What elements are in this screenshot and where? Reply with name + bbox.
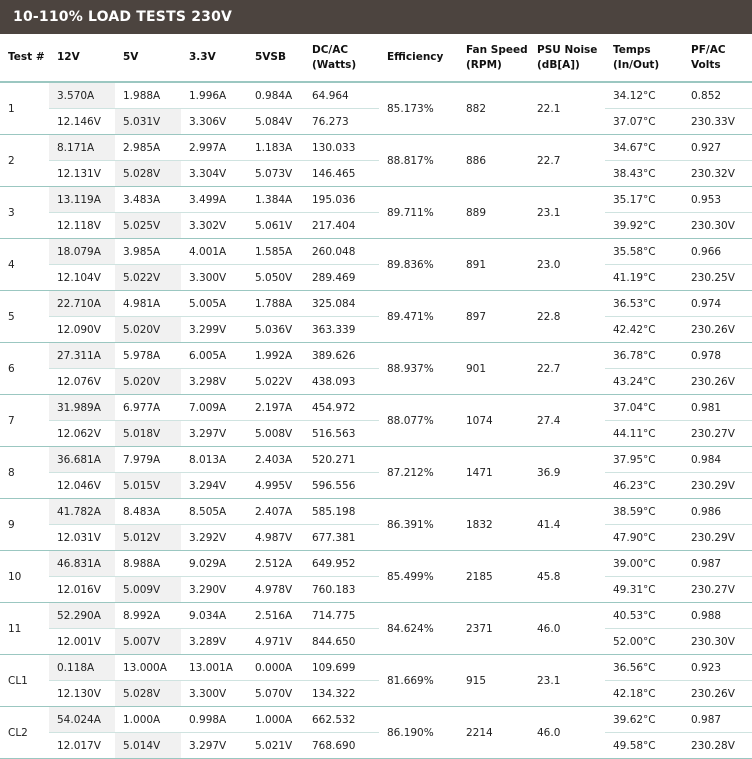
header-3v3: 3.3V xyxy=(181,34,247,82)
voltage-3v3: 3.294V xyxy=(181,473,247,499)
table-row xyxy=(0,421,752,447)
voltage-3v3: 3.297V xyxy=(181,733,247,759)
dc-watts: 454.972 xyxy=(304,395,379,421)
current-3v3: 2.997A xyxy=(181,135,247,161)
voltage-12v: 12.104V xyxy=(49,265,115,291)
temp-out: 37.07°C xyxy=(605,109,683,135)
current-5vsb: 1.183A xyxy=(247,135,304,161)
power-factor: 0.953 xyxy=(683,187,752,213)
temp-in: 34.12°C xyxy=(605,82,683,109)
test-number: 10 xyxy=(0,551,49,603)
current-5vsb: 2.512A xyxy=(247,551,304,577)
voltage-5v: 5.025V xyxy=(115,213,181,239)
ac-volts: 230.27V xyxy=(683,577,752,603)
temp-out: 46.23°C xyxy=(605,473,683,499)
current-5vsb: 1.788A xyxy=(247,291,304,317)
table-row xyxy=(0,447,752,473)
current-3v3: 6.005A xyxy=(181,343,247,369)
voltage-12v: 12.146V xyxy=(49,109,115,135)
current-12v: 3.570A xyxy=(49,82,115,109)
fan-speed-value: 1832 xyxy=(458,499,529,551)
ac-watts: 134.322 xyxy=(304,681,379,707)
current-3v3: 1.996A xyxy=(181,82,247,109)
power-factor: 0.987 xyxy=(683,707,752,733)
ac-watts: 76.273 xyxy=(304,109,379,135)
voltage-5v: 5.028V xyxy=(115,681,181,707)
noise-value: 22.1 xyxy=(529,82,605,135)
voltage-12v: 12.062V xyxy=(49,421,115,447)
dc-watts: 649.952 xyxy=(304,551,379,577)
voltage-5v: 5.018V xyxy=(115,421,181,447)
temp-in: 38.59°C xyxy=(605,499,683,525)
temp-out: 39.92°C xyxy=(605,213,683,239)
efficiency-value: 89.471% xyxy=(379,291,458,343)
dc-watts: 130.033 xyxy=(304,135,379,161)
fan-speed-value: 915 xyxy=(458,655,529,707)
header-row xyxy=(0,34,752,82)
current-3v3: 9.034A xyxy=(181,603,247,629)
fan-speed-value: 2214 xyxy=(458,707,529,759)
table-row xyxy=(0,551,752,577)
power-factor: 0.988 xyxy=(683,603,752,629)
noise-value: 23.1 xyxy=(529,655,605,707)
table-row xyxy=(0,681,752,707)
current-5vsb: 1.384A xyxy=(247,187,304,213)
fan-speed-value: 889 xyxy=(458,187,529,239)
table-row xyxy=(0,291,752,317)
voltage-5vsb: 4.987V xyxy=(247,525,304,551)
current-12v: 18.079A xyxy=(49,239,115,265)
power-factor: 0.978 xyxy=(683,343,752,369)
current-3v3: 7.009A xyxy=(181,395,247,421)
ac-watts: 760.183 xyxy=(304,577,379,603)
dc-watts: 714.775 xyxy=(304,603,379,629)
ac-volts: 230.33V xyxy=(683,109,752,135)
table-row xyxy=(0,525,752,551)
test-number: 11 xyxy=(0,603,49,655)
power-factor: 0.852 xyxy=(683,82,752,109)
voltage-12v: 12.090V xyxy=(49,317,115,343)
noise-value: 22.8 xyxy=(529,291,605,343)
table-row xyxy=(0,317,752,343)
power-factor: 0.986 xyxy=(683,499,752,525)
current-3v3: 3.499A xyxy=(181,187,247,213)
efficiency-value: 81.669% xyxy=(379,655,458,707)
dc-watts: 389.626 xyxy=(304,343,379,369)
table-row xyxy=(0,395,752,421)
current-3v3: 5.005A xyxy=(181,291,247,317)
test-number: 7 xyxy=(0,395,49,447)
current-5vsb: 0.000A xyxy=(247,655,304,681)
efficiency-value: 84.624% xyxy=(379,603,458,655)
current-5v: 4.981A xyxy=(115,291,181,317)
table-row xyxy=(0,655,752,681)
ac-volts: 230.26V xyxy=(683,681,752,707)
noise-value: 46.0 xyxy=(529,603,605,655)
power-factor: 0.927 xyxy=(683,135,752,161)
current-12v: 31.989A xyxy=(49,395,115,421)
ac-watts: 363.339 xyxy=(304,317,379,343)
header-fan xyxy=(458,34,529,82)
noise-value: 41.4 xyxy=(529,499,605,551)
voltage-5vsb: 5.022V xyxy=(247,369,304,395)
table-row xyxy=(0,473,752,499)
load-tests-table xyxy=(0,34,752,759)
current-5v: 8.992A xyxy=(115,603,181,629)
dc-watts: 662.532 xyxy=(304,707,379,733)
table-row xyxy=(0,499,752,525)
current-5v: 13.000A xyxy=(115,655,181,681)
header-5vsb: 5VSB xyxy=(247,34,304,82)
current-12v: 27.311A xyxy=(49,343,115,369)
current-5vsb: 2.407A xyxy=(247,499,304,525)
voltage-12v: 12.017V xyxy=(49,733,115,759)
voltage-5vsb: 5.021V xyxy=(247,733,304,759)
current-12v: 36.681A xyxy=(49,447,115,473)
noise-value: 22.7 xyxy=(529,135,605,187)
temp-out: 52.00°C xyxy=(605,629,683,655)
table-row xyxy=(0,109,752,135)
test-number: CL2 xyxy=(0,707,49,759)
noise-value: 45.8 xyxy=(529,551,605,603)
header-fan-line1: Fan Speed xyxy=(466,43,528,56)
dc-watts: 195.036 xyxy=(304,187,379,213)
header-dcac-line2: (Watts) xyxy=(312,58,357,71)
voltage-5vsb: 5.061V xyxy=(247,213,304,239)
voltage-3v3: 3.289V xyxy=(181,629,247,655)
ac-volts: 230.27V xyxy=(683,421,752,447)
voltage-3v3: 3.299V xyxy=(181,317,247,343)
current-5v: 5.978A xyxy=(115,343,181,369)
voltage-5v: 5.022V xyxy=(115,265,181,291)
current-5v: 2.985A xyxy=(115,135,181,161)
test-number: 8 xyxy=(0,447,49,499)
voltage-5v: 5.007V xyxy=(115,629,181,655)
ac-watts: 438.093 xyxy=(304,369,379,395)
ac-watts: 677.381 xyxy=(304,525,379,551)
voltage-5v: 5.009V xyxy=(115,577,181,603)
fan-speed-value: 2371 xyxy=(458,603,529,655)
voltage-5v: 5.020V xyxy=(115,369,181,395)
ac-volts: 230.30V xyxy=(683,629,752,655)
voltage-12v: 12.001V xyxy=(49,629,115,655)
temp-out: 49.31°C xyxy=(605,577,683,603)
current-5v: 6.977A xyxy=(115,395,181,421)
voltage-5vsb: 5.084V xyxy=(247,109,304,135)
fan-speed-value: 901 xyxy=(458,343,529,395)
efficiency-value: 85.173% xyxy=(379,82,458,135)
header-fan-line2: (RPM) xyxy=(466,58,502,71)
voltage-12v: 12.118V xyxy=(49,213,115,239)
current-3v3: 9.029A xyxy=(181,551,247,577)
ac-volts: 230.28V xyxy=(683,733,752,759)
header-temps-line2: (In/Out) xyxy=(613,58,660,71)
current-5v: 8.483A xyxy=(115,499,181,525)
header-noise-line2: (dB[A]) xyxy=(537,58,580,71)
voltage-5v: 5.028V xyxy=(115,161,181,187)
voltage-3v3: 3.304V xyxy=(181,161,247,187)
temp-in: 34.67°C xyxy=(605,135,683,161)
fan-speed-value: 897 xyxy=(458,291,529,343)
voltage-5v: 5.020V xyxy=(115,317,181,343)
noise-value: 46.0 xyxy=(529,707,605,759)
power-factor: 0.923 xyxy=(683,655,752,681)
temp-in: 36.56°C xyxy=(605,655,683,681)
voltage-3v3: 3.292V xyxy=(181,525,247,551)
current-3v3: 8.013A xyxy=(181,447,247,473)
table-row xyxy=(0,369,752,395)
temp-out: 49.58°C xyxy=(605,733,683,759)
temp-in: 35.58°C xyxy=(605,239,683,265)
header-pf-line2: Volts xyxy=(691,58,721,71)
current-12v: 54.024A xyxy=(49,707,115,733)
current-12v: 52.290A xyxy=(49,603,115,629)
voltage-5vsb: 5.073V xyxy=(247,161,304,187)
ac-volts: 230.32V xyxy=(683,161,752,187)
dc-watts: 109.699 xyxy=(304,655,379,681)
voltage-5vsb: 4.971V xyxy=(247,629,304,655)
voltage-5vsb: 5.070V xyxy=(247,681,304,707)
noise-value: 23.1 xyxy=(529,187,605,239)
ac-volts: 230.30V xyxy=(683,213,752,239)
current-5vsb: 2.197A xyxy=(247,395,304,421)
header-noise-line1: PSU Noise xyxy=(537,43,598,56)
current-5v: 1.988A xyxy=(115,82,181,109)
noise-value: 27.4 xyxy=(529,395,605,447)
header-temps-line1: Temps xyxy=(613,43,651,56)
current-3v3: 4.001A xyxy=(181,239,247,265)
efficiency-value: 89.836% xyxy=(379,239,458,291)
current-5vsb: 1.992A xyxy=(247,343,304,369)
temp-in: 36.78°C xyxy=(605,343,683,369)
current-5vsb: 0.984A xyxy=(247,82,304,109)
ac-volts: 230.29V xyxy=(683,525,752,551)
header-5v: 5V xyxy=(115,34,181,82)
table-row xyxy=(0,161,752,187)
ac-watts: 844.650 xyxy=(304,629,379,655)
efficiency-value: 89.711% xyxy=(379,187,458,239)
ac-watts: 768.690 xyxy=(304,733,379,759)
efficiency-value: 88.077% xyxy=(379,395,458,447)
voltage-3v3: 3.298V xyxy=(181,369,247,395)
voltage-3v3: 3.297V xyxy=(181,421,247,447)
efficiency-value: 87.212% xyxy=(379,447,458,499)
voltage-12v: 12.031V xyxy=(49,525,115,551)
dc-watts: 64.964 xyxy=(304,82,379,109)
voltage-3v3: 3.300V xyxy=(181,681,247,707)
header-dcac xyxy=(304,34,379,82)
table-row xyxy=(0,733,752,759)
table-row xyxy=(0,577,752,603)
current-3v3: 8.505A xyxy=(181,499,247,525)
power-factor: 0.981 xyxy=(683,395,752,421)
fan-speed-value: 891 xyxy=(458,239,529,291)
voltage-5vsb: 4.978V xyxy=(247,577,304,603)
voltage-5v: 5.031V xyxy=(115,109,181,135)
current-12v: 0.118A xyxy=(49,655,115,681)
current-5vsb: 2.403A xyxy=(247,447,304,473)
power-factor: 0.966 xyxy=(683,239,752,265)
test-number: 6 xyxy=(0,343,49,395)
header-test: Test # xyxy=(0,34,49,82)
efficiency-value: 86.391% xyxy=(379,499,458,551)
efficiency-value: 86.190% xyxy=(379,707,458,759)
header-dcac-line1: DC/AC xyxy=(312,43,349,56)
table-row xyxy=(0,239,752,265)
voltage-5v: 5.012V xyxy=(115,525,181,551)
table-row xyxy=(0,343,752,369)
ac-volts: 230.26V xyxy=(683,369,752,395)
voltage-12v: 12.016V xyxy=(49,577,115,603)
temp-in: 39.00°C xyxy=(605,551,683,577)
power-factor: 0.987 xyxy=(683,551,752,577)
current-5vsb: 1.585A xyxy=(247,239,304,265)
temp-out: 42.42°C xyxy=(605,317,683,343)
table-row xyxy=(0,265,752,291)
temp-out: 42.18°C xyxy=(605,681,683,707)
current-12v: 8.171A xyxy=(49,135,115,161)
temp-in: 36.53°C xyxy=(605,291,683,317)
fan-speed-value: 2185 xyxy=(458,551,529,603)
temp-out: 38.43°C xyxy=(605,161,683,187)
fan-speed-value: 1074 xyxy=(458,395,529,447)
current-5vsb: 1.000A xyxy=(247,707,304,733)
current-12v: 46.831A xyxy=(49,551,115,577)
table-title: 10-110% LOAD TESTS 230V xyxy=(0,0,752,34)
noise-value: 36.9 xyxy=(529,447,605,499)
current-5vsb: 2.516A xyxy=(247,603,304,629)
test-number: 3 xyxy=(0,187,49,239)
voltage-5vsb: 5.050V xyxy=(247,265,304,291)
temp-in: 35.17°C xyxy=(605,187,683,213)
header-noise xyxy=(529,34,605,82)
temp-out: 47.90°C xyxy=(605,525,683,551)
table-row xyxy=(0,603,752,629)
table-row xyxy=(0,187,752,213)
dc-watts: 260.048 xyxy=(304,239,379,265)
voltage-5v: 5.014V xyxy=(115,733,181,759)
ac-watts: 217.404 xyxy=(304,213,379,239)
test-number: 4 xyxy=(0,239,49,291)
efficiency-value: 88.937% xyxy=(379,343,458,395)
temp-out: 43.24°C xyxy=(605,369,683,395)
temp-in: 40.53°C xyxy=(605,603,683,629)
test-number: 1 xyxy=(0,82,49,135)
table-row xyxy=(0,82,752,109)
header-temps xyxy=(605,34,683,82)
efficiency-value: 85.499% xyxy=(379,551,458,603)
temp-in: 37.95°C xyxy=(605,447,683,473)
temp-in: 39.62°C xyxy=(605,707,683,733)
efficiency-value: 88.817% xyxy=(379,135,458,187)
test-number: CL1 xyxy=(0,655,49,707)
noise-value: 23.0 xyxy=(529,239,605,291)
voltage-12v: 12.076V xyxy=(49,369,115,395)
current-12v: 41.782A xyxy=(49,499,115,525)
fan-speed-value: 882 xyxy=(458,82,529,135)
voltage-5vsb: 5.036V xyxy=(247,317,304,343)
voltage-12v: 12.130V xyxy=(49,681,115,707)
table-row xyxy=(0,707,752,733)
voltage-3v3: 3.290V xyxy=(181,577,247,603)
voltage-5vsb: 4.995V xyxy=(247,473,304,499)
current-12v: 13.119A xyxy=(49,187,115,213)
ac-watts: 516.563 xyxy=(304,421,379,447)
header-efficiency: Efficiency xyxy=(379,34,458,82)
ac-watts: 146.465 xyxy=(304,161,379,187)
table-row xyxy=(0,135,752,161)
ac-volts: 230.29V xyxy=(683,473,752,499)
table-row xyxy=(0,629,752,655)
temp-out: 44.11°C xyxy=(605,421,683,447)
current-5v: 3.985A xyxy=(115,239,181,265)
current-3v3: 13.001A xyxy=(181,655,247,681)
current-5v: 3.483A xyxy=(115,187,181,213)
dc-watts: 325.084 xyxy=(304,291,379,317)
voltage-3v3: 3.306V xyxy=(181,109,247,135)
fan-speed-value: 886 xyxy=(458,135,529,187)
header-12v: 12V xyxy=(49,34,115,82)
voltage-12v: 12.046V xyxy=(49,473,115,499)
table-row xyxy=(0,213,752,239)
voltage-5vsb: 5.008V xyxy=(247,421,304,447)
current-3v3: 0.998A xyxy=(181,707,247,733)
ac-watts: 596.556 xyxy=(304,473,379,499)
ac-watts: 289.469 xyxy=(304,265,379,291)
voltage-3v3: 3.302V xyxy=(181,213,247,239)
power-factor: 0.974 xyxy=(683,291,752,317)
current-12v: 22.710A xyxy=(49,291,115,317)
test-number: 5 xyxy=(0,291,49,343)
current-5v: 8.988A xyxy=(115,551,181,577)
header-pf xyxy=(683,34,752,82)
test-number: 2 xyxy=(0,135,49,187)
fan-speed-value: 1471 xyxy=(458,447,529,499)
noise-value: 22.7 xyxy=(529,343,605,395)
ac-volts: 230.26V xyxy=(683,317,752,343)
temp-out: 41.19°C xyxy=(605,265,683,291)
temp-in: 37.04°C xyxy=(605,395,683,421)
voltage-3v3: 3.300V xyxy=(181,265,247,291)
dc-watts: 585.198 xyxy=(304,499,379,525)
voltage-12v: 12.131V xyxy=(49,161,115,187)
test-number: 9 xyxy=(0,499,49,551)
dc-watts: 520.271 xyxy=(304,447,379,473)
current-5v: 7.979A xyxy=(115,447,181,473)
header-pf-line1: PF/AC xyxy=(691,43,726,56)
ac-volts: 230.25V xyxy=(683,265,752,291)
current-5v: 1.000A xyxy=(115,707,181,733)
voltage-5v: 5.015V xyxy=(115,473,181,499)
power-factor: 0.984 xyxy=(683,447,752,473)
